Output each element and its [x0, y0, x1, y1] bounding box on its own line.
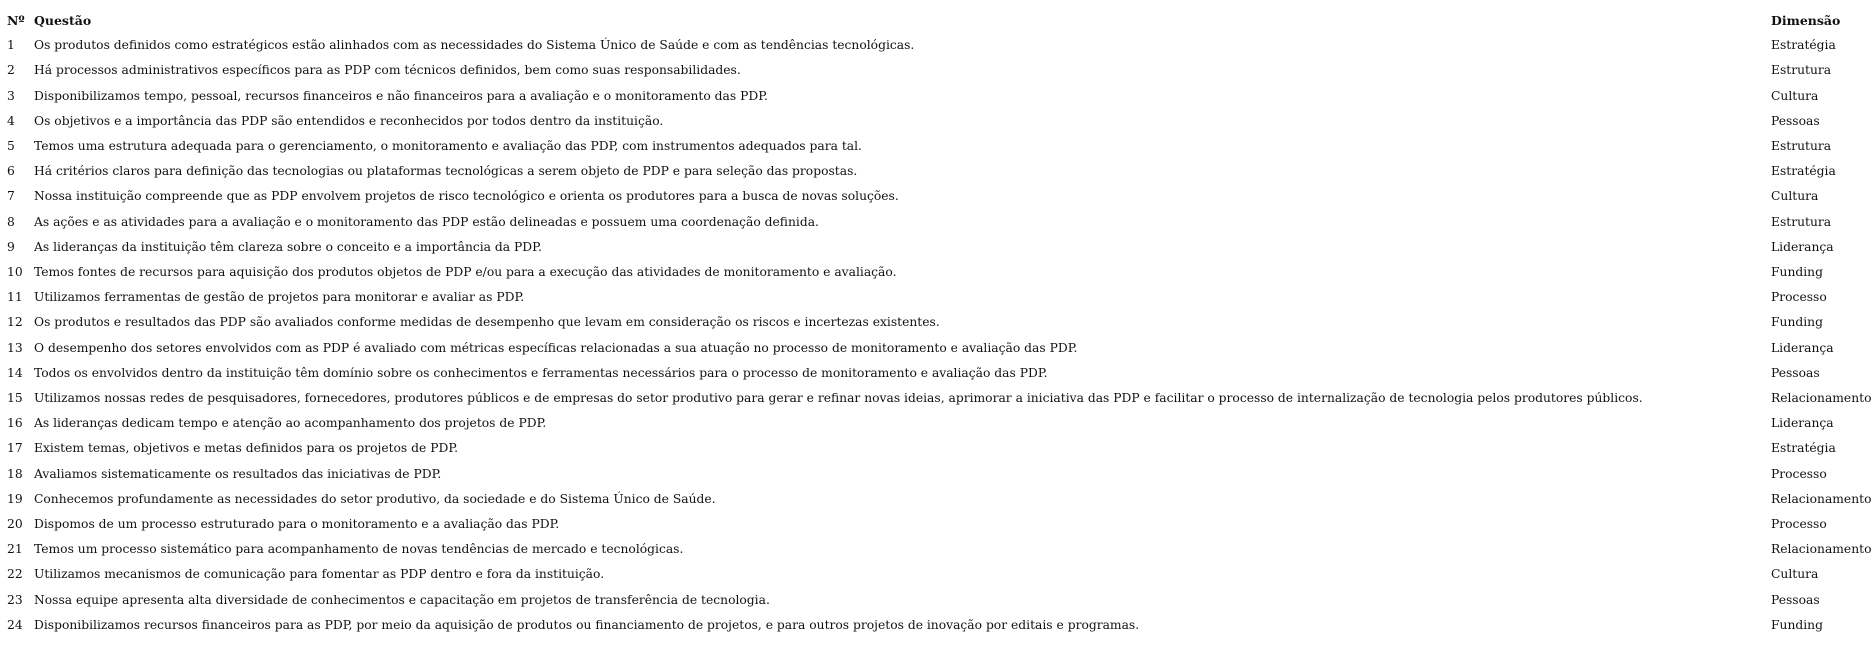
row-number: 7 — [7, 189, 15, 204]
row-question: O desempenho dos setores envolvidos com as PDP é avaliado com métricas específicas relacionadas a sua atuação no processo de monitoramento e avaliação das PDP. — [34, 340, 1078, 355]
row-dimension: Funding — [1771, 315, 1823, 330]
table-row — [7, 411, 1873, 436]
table-row — [7, 210, 1873, 235]
row-number: 21 — [7, 542, 23, 557]
row-number: 4 — [7, 113, 15, 128]
header-dimension: Dimensão — [1771, 13, 1841, 28]
table-row — [7, 134, 1873, 159]
questionnaire-table — [7, 8, 1873, 638]
table-row — [7, 386, 1873, 411]
row-number: 17 — [7, 441, 23, 456]
table-row — [7, 84, 1873, 109]
row-question: Nossa instituição compreende que as PDP envolvem projetos de risco tecnológico e orienta os produtores para a busca de novas soluções. — [34, 189, 899, 204]
row-question: Utilizamos mecanismos de comunicação para fomentar as PDP dentro e fora da instituição. — [34, 567, 605, 582]
row-question: Existem temas, objetivos e metas definidos para os projetos de PDP. — [34, 441, 459, 456]
row-number: 13 — [7, 340, 23, 355]
row-number: 24 — [7, 617, 23, 632]
row-question: Disponibilizamos recursos financeiros para as PDP, por meio da aquisição de produtos ou financiamento de projetos, e para outros projetos de inovação por editais e programas. — [34, 617, 1140, 632]
table-row — [7, 336, 1873, 361]
row-question: Os produtos definidos como estratégicos estão alinhados com as necessidades do Sistema Único de Saúde e com as tendências tecnológicas. — [34, 38, 915, 53]
row-question: Há critérios claros para definição das tecnologias ou plataformas tecnológicas a serem objeto de PDP e para seleção das propostas. — [34, 164, 858, 179]
row-number: 2 — [7, 63, 15, 78]
table-row — [7, 159, 1873, 184]
row-dimension: Relacionamento — [1771, 391, 1872, 406]
row-number: 6 — [7, 164, 15, 179]
table-row — [7, 436, 1873, 461]
table-header — [7, 8, 1873, 33]
table-body — [7, 33, 1873, 638]
row-number: 15 — [7, 391, 23, 406]
row-number: 23 — [7, 592, 23, 607]
row-number: 16 — [7, 416, 23, 431]
row-dimension: Estratégia — [1771, 164, 1836, 179]
row-question: Temos uma estrutura adequada para o gerenciamento, o monitoramento e avaliação das PDP, com instrumentos adequados para tal. — [34, 139, 862, 154]
header-row — [7, 8, 1873, 33]
row-dimension: Processo — [1771, 290, 1827, 305]
row-dimension: Funding — [1771, 617, 1823, 632]
row-number: 8 — [7, 214, 15, 229]
table-row — [7, 562, 1873, 587]
row-question: Disponibilizamos tempo, pessoal, recursos financeiros e não financeiros para a avaliação e o monitoramento das PDP. — [34, 88, 768, 103]
row-dimension: Relacionamento — [1771, 491, 1872, 506]
row-dimension: Liderança — [1771, 416, 1834, 431]
row-question: Os produtos e resultados das PDP são avaliados conforme medidas de desempenho que levam em consideração os riscos e incertezas existentes. — [34, 315, 940, 330]
table-row — [7, 462, 1873, 487]
row-number: 9 — [7, 239, 15, 254]
row-question: Temos um processo sistemático para acompanhamento de novas tendências de mercado e tecnológicas. — [34, 542, 684, 557]
table-row — [7, 361, 1873, 386]
row-dimension: Liderança — [1771, 340, 1834, 355]
table-row — [7, 613, 1873, 638]
row-question: Avaliamos sistematicamente os resultados das iniciativas de PDP. — [34, 466, 442, 481]
row-question: Utilizamos nossas redes de pesquisadores, fornecedores, produtores públicos e de empresas do setor produtivo para gerar e refinar novas ideias, aprimorar a iniciativa das PDP e facilitar o processo de internalização de tecnologia pelos produtores públicos. — [34, 391, 1643, 406]
table-row — [7, 184, 1873, 209]
table-row — [7, 487, 1873, 512]
row-question: Utilizamos ferramentas de gestão de projetos para monitorar e avaliar as PDP. — [34, 290, 525, 305]
header-number: Nº — [7, 13, 25, 28]
row-dimension: Cultura — [1771, 88, 1819, 103]
row-number: 12 — [7, 315, 23, 330]
row-number: 18 — [7, 466, 23, 481]
row-number: 3 — [7, 88, 15, 103]
row-question: As ações e as atividades para a avaliação e o monitoramento das PDP estão delineadas e possuem uma coordenação definida. — [34, 214, 819, 229]
table-row — [7, 260, 1873, 285]
row-dimension: Cultura — [1771, 189, 1819, 204]
row-number: 10 — [7, 265, 23, 280]
row-dimension: Processo — [1771, 517, 1827, 532]
header-question: Questão — [34, 13, 92, 28]
row-number: 11 — [7, 290, 23, 305]
row-dimension: Pessoas — [1771, 113, 1820, 128]
table-row — [7, 512, 1873, 537]
row-number: 14 — [7, 365, 23, 380]
row-question: Há processos administrativos específicos para as PDP com técnicos definidos, bem como suas responsabilidades. — [34, 63, 741, 78]
table-row — [7, 109, 1873, 134]
row-dimension: Relacionamento — [1771, 542, 1872, 557]
row-number: 19 — [7, 491, 23, 506]
row-dimension: Pessoas — [1771, 592, 1820, 607]
row-dimension: Liderança — [1771, 239, 1834, 254]
row-dimension: Estratégia — [1771, 38, 1836, 53]
row-number: 1 — [7, 38, 15, 53]
row-dimension: Pessoas — [1771, 365, 1820, 380]
table-row — [7, 588, 1873, 613]
row-question: Conhecemos profundamente as necessidades do setor produtivo, da sociedade e do Sistema Único de Saúde. — [34, 491, 716, 506]
row-question: Temos fontes de recursos para aquisição dos produtos objetos de PDP e/ou para a execução das atividades de monitoramento e avaliação. — [34, 265, 897, 280]
table-row — [7, 235, 1873, 260]
row-dimension: Estratégia — [1771, 441, 1836, 456]
row-dimension: Estrutura — [1771, 214, 1832, 229]
row-dimension: Cultura — [1771, 567, 1819, 582]
row-question: Os objetivos e a importância das PDP são entendidos e reconhecidos por todos dentro da instituição. — [34, 113, 664, 128]
row-number: 20 — [7, 517, 23, 532]
table-row — [7, 310, 1873, 335]
row-question: As lideranças da instituição têm clareza sobre o conceito e a importância da PDP. — [34, 239, 542, 254]
row-dimension: Processo — [1771, 466, 1827, 481]
row-question: Todos os envolvidos dentro da instituição têm domínio sobre os conhecimentos e ferramentas necessários para o processo de monitoramento e avaliação das PDP. — [34, 365, 1048, 380]
row-question: As lideranças dedicam tempo e atenção ao acompanhamento dos projetos de PDP. — [34, 416, 547, 431]
row-question: Nossa equipe apresenta alta diversidade de conhecimentos e capacitação em projetos de transferência de tecnologia. — [34, 592, 770, 607]
table-row — [7, 33, 1873, 58]
row-dimension: Funding — [1771, 265, 1823, 280]
table-row — [7, 537, 1873, 562]
row-number: 22 — [7, 567, 23, 582]
row-question: Dispomos de um processo estruturado para o monitoramento e a avaliação das PDP. — [34, 517, 560, 532]
row-dimension: Estrutura — [1771, 63, 1832, 78]
row-number: 5 — [7, 139, 15, 154]
row-dimension: Estrutura — [1771, 139, 1832, 154]
table-row — [7, 285, 1873, 310]
table-row — [7, 58, 1873, 83]
